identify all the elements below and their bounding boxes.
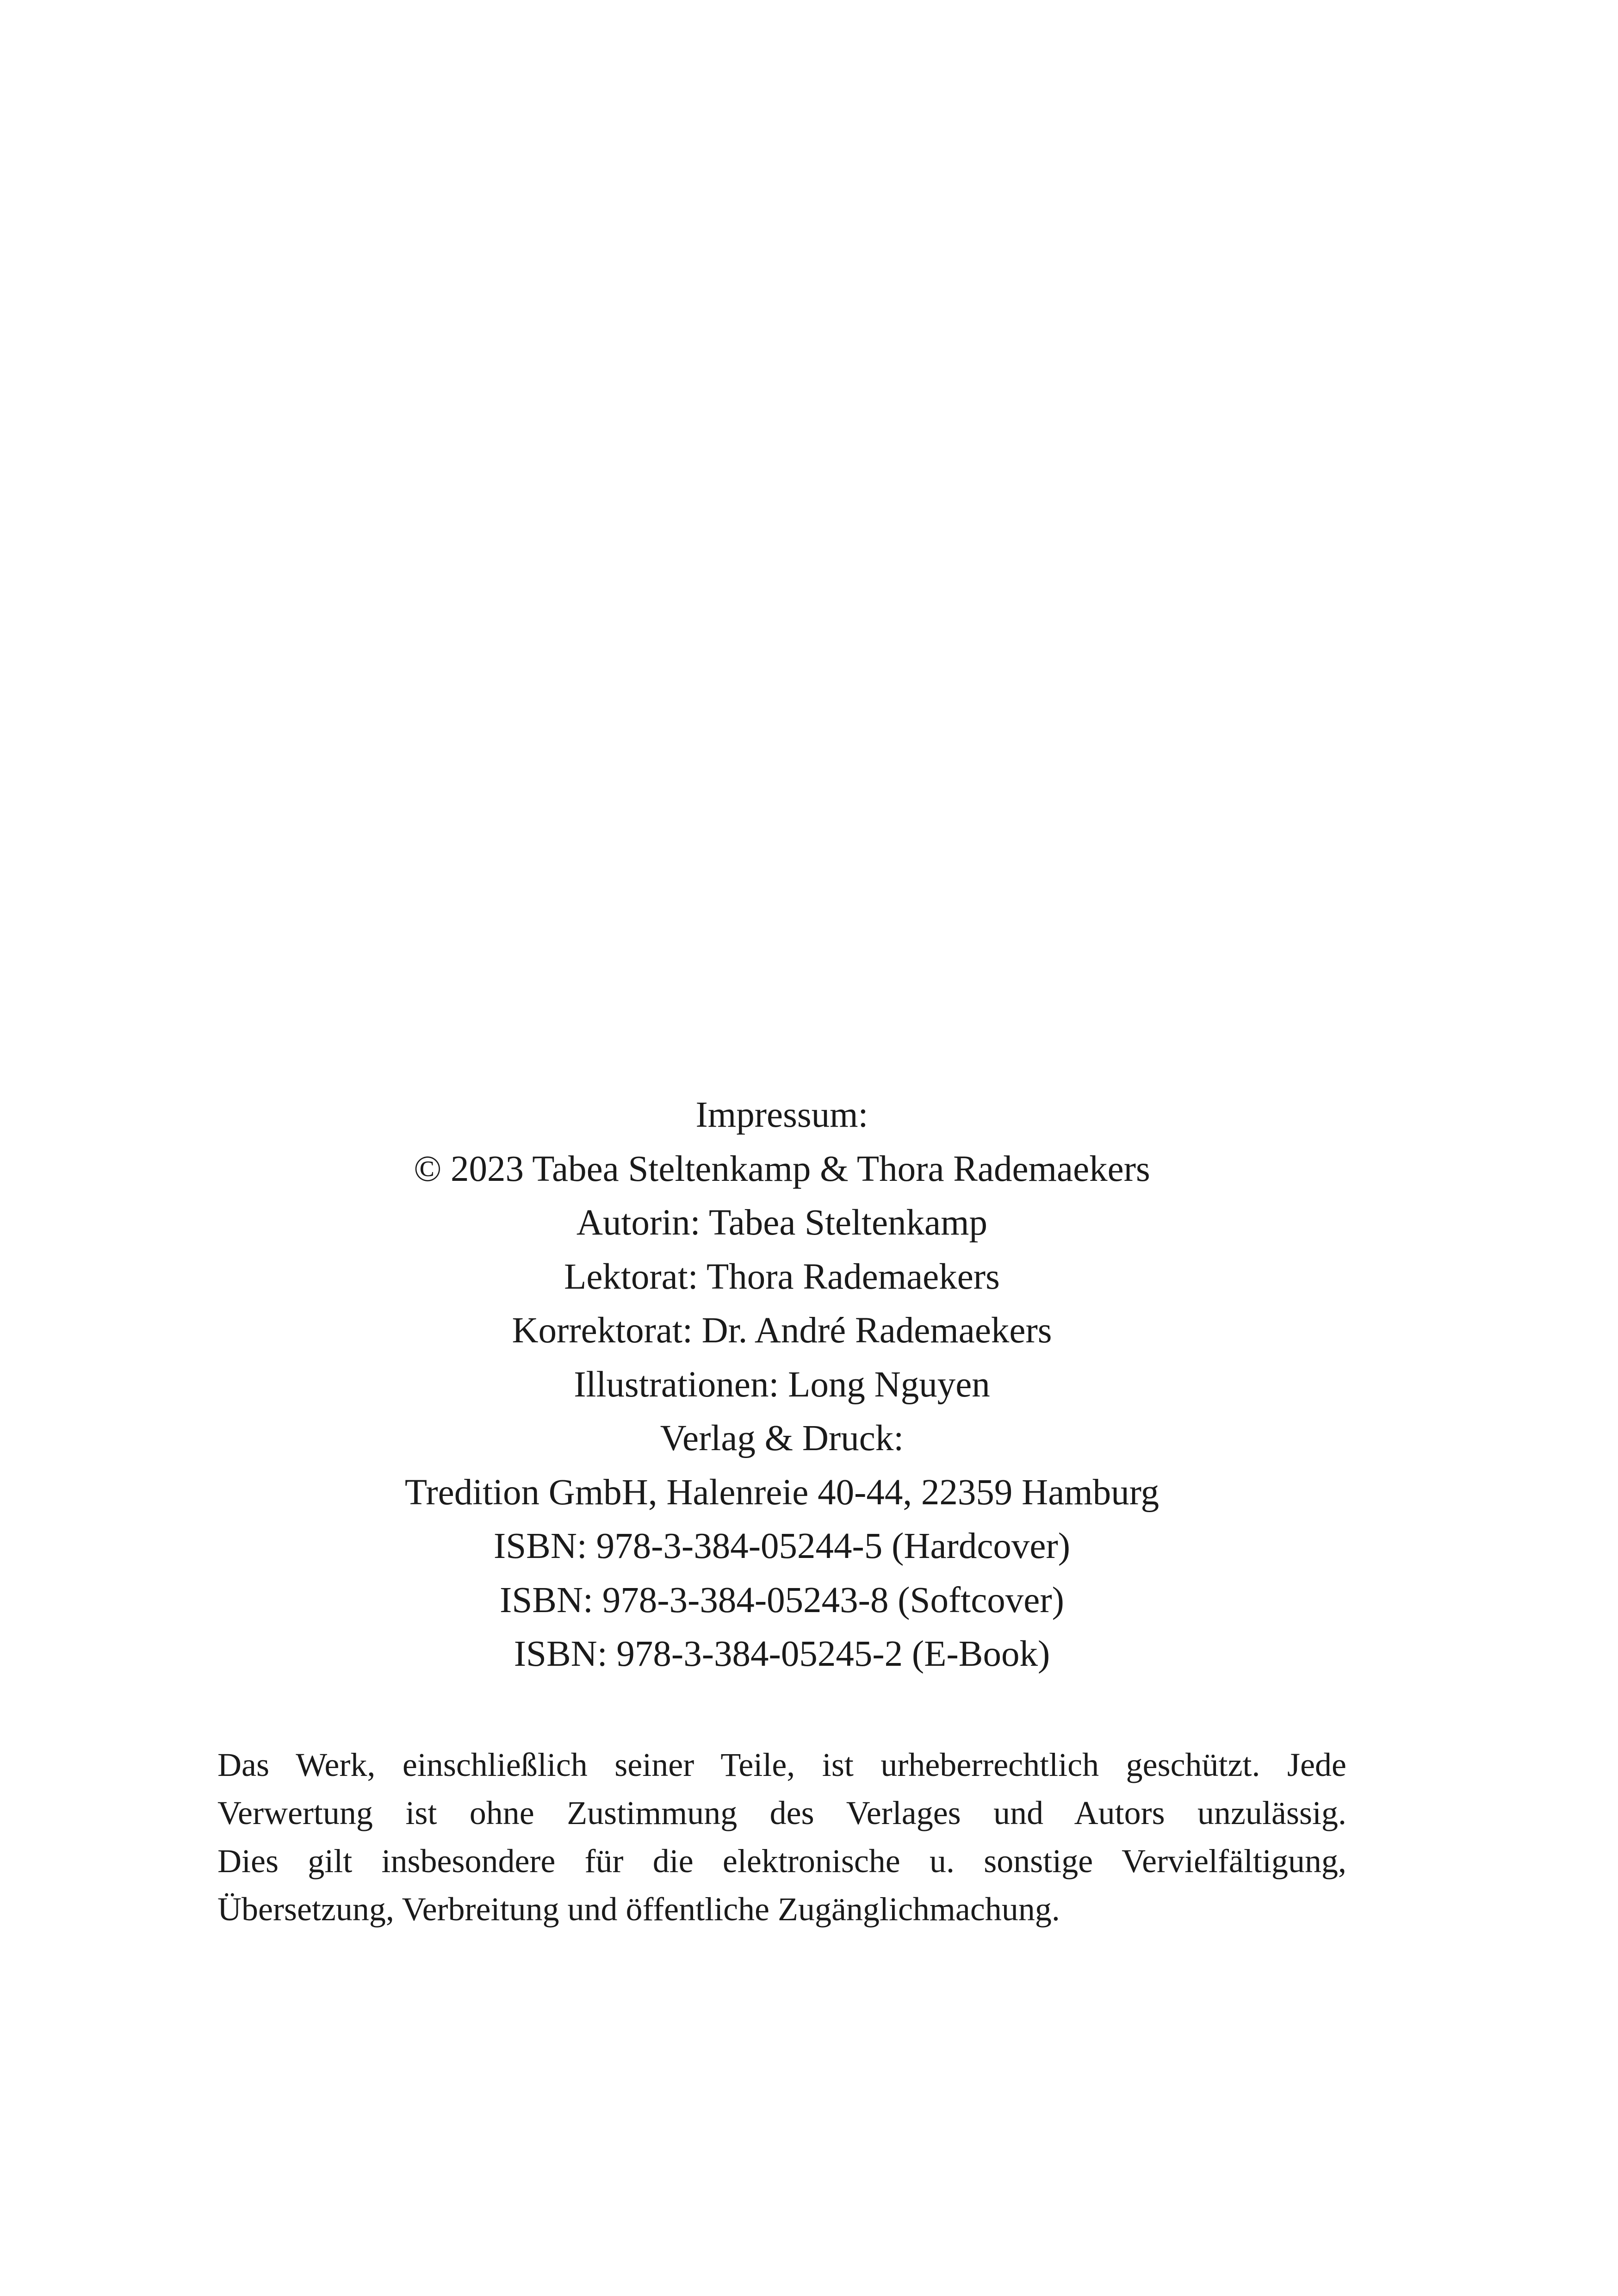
proofreader-line: Korrektorat: Dr. André Rademaekers	[512, 1310, 1052, 1351]
isbn-hardcover: ISBN: 978-3-384-05244-5 (Hardcover)	[493, 1526, 1071, 1566]
illustrator-line: Illustrationen: Long Nguyen	[574, 1364, 990, 1405]
author-line: Autorin: Tabea Steltenkamp	[576, 1203, 988, 1243]
copyright-notice	[217, 1741, 1346, 1933]
copyright-notice-line: Verwertung ist ohne Zustimmung des Verlages und Autors unzulässig.	[217, 1794, 1346, 1831]
isbn-softcover: ISBN: 978-3-384-05243-8 (Softcover)	[500, 1580, 1064, 1620]
impressum-heading: Impressum:	[695, 1095, 868, 1135]
isbn-ebook: ISBN: 978-3-384-05245-2 (E-Book)	[514, 1634, 1050, 1674]
copyright-line: © 2023 Tabea Steltenkamp & Thora Rademaekers	[414, 1148, 1150, 1189]
editor-line: Lektorat: Thora Rademaekers	[564, 1256, 1000, 1297]
publisher-address: Tredition GmbH, Halenreie 40-44, 22359 Hamburg	[404, 1472, 1159, 1513]
publisher-heading: Verlag & Druck:	[660, 1418, 904, 1458]
copyright-notice-line: Das Werk, einschließlich seiner Teile, ist urheberrechtlich geschützt. Jede	[217, 1746, 1346, 1783]
impressum-block	[0, 1088, 1564, 1682]
copyright-notice-line: Übersetzung, Verbreitung und öffentliche Zugänglichmachung.	[217, 1891, 1060, 1928]
copyright-notice-line: Dies gilt insbesondere für die elektronische u. sonstige Vervielfältigung,	[217, 1843, 1346, 1880]
